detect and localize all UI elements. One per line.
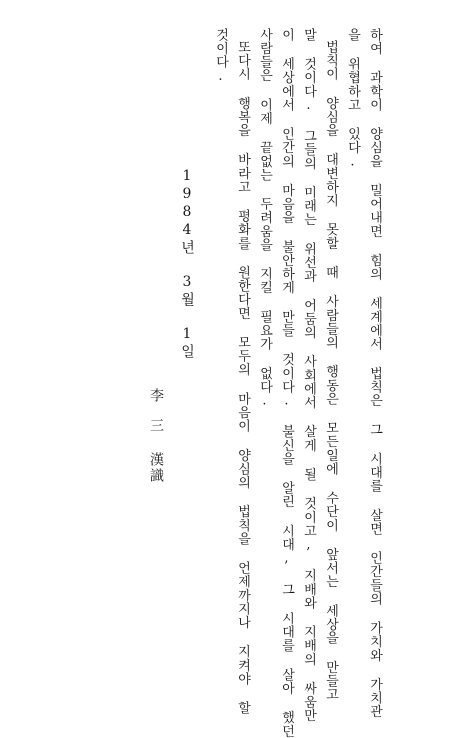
preface-line-8: 것이다. [213,28,228,85]
date-line: 1984년 3월 1일 [179,168,195,360]
preface-line-3: 법칙이 양심을 대변하지 못할 때 사람들의 행동은 모든일에 수단이 앞서는 세상을 만들고 [323,40,338,702]
signature-suffix: 漢識 [148,452,164,484]
preface-line-7: 또다시 행복을 바라고 평화를 원한다면 모두의 마음이 양심의 법칙을 언제까지나 지켜야 할 [235,40,250,715]
preface-line-6: 사람들은 이제 끝없는 두려움을 지킬 필요가 없다. [257,28,272,410]
preface-line-5: 이 세상에서 인간의 마음을 불안하게 만들 것이다. 불신을 알린 시대, 그 시대를 살아 했던 [279,28,294,738]
preface-line-4: 말 것이다. 그들의 미래는 위선과 어둠의 사회에서 살게 될 것이고, 지배와 지배의 싸움만 [301,28,316,723]
preface-line-1: 하여 과학이 양심을 밀어내면 힘의 세계에서 법칙은 그 시대를 살면 인간들의 가치와 가치관 [367,28,382,719]
signature-name: 李 三 [148,388,164,432]
preface-line-2: 을 위협하고 있다. [345,28,360,170]
